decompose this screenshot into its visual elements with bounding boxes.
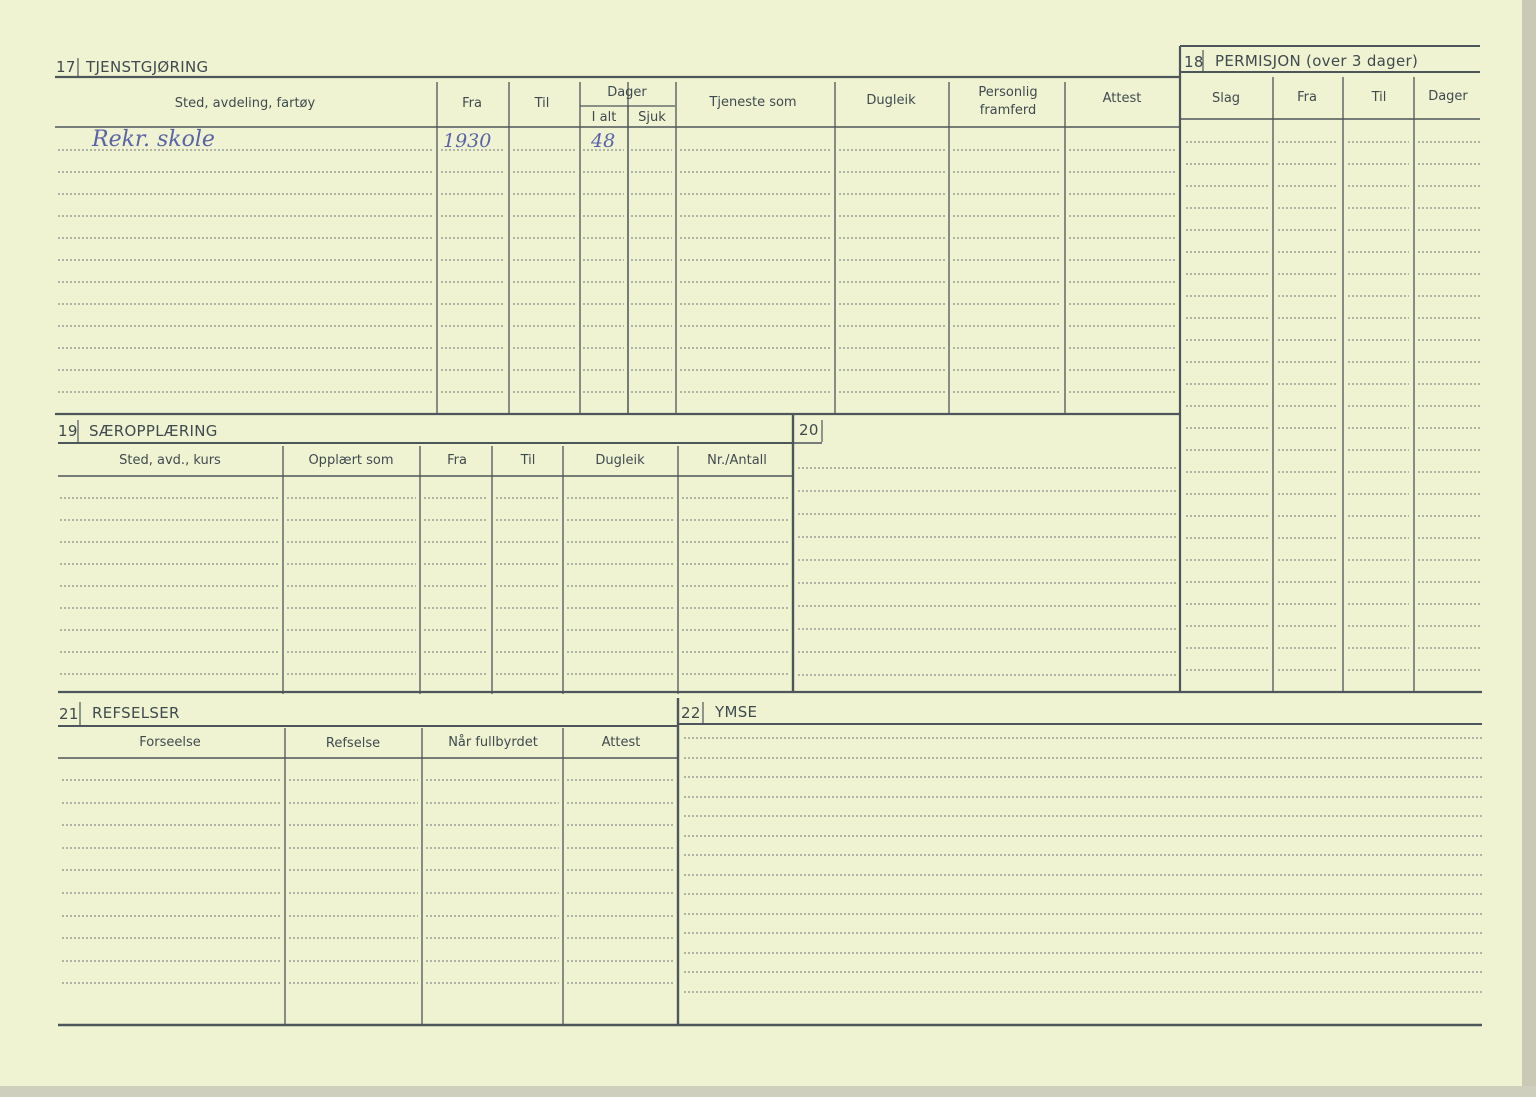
s19-header-til: Til <box>520 453 536 468</box>
s17-header-attest: Attest <box>1102 91 1142 106</box>
s19-header-opplaert: Opplært som <box>308 453 394 468</box>
section-17-title: TJENSTGJØRING <box>86 58 209 76</box>
s17-header-i-alt: I alt <box>591 110 617 125</box>
s21-header-forseelse: Forseelse <box>139 735 201 750</box>
section-20-number: 20 <box>799 421 819 439</box>
entry-fra-handwritten: 1930 <box>443 130 492 152</box>
s17-header-sted: Sted, avdeling, fartøy <box>174 96 316 111</box>
s17-header-tjeneste: Tjeneste som <box>709 95 797 110</box>
section-17-number: 17 <box>56 58 76 76</box>
s19-header-fra: Fra <box>447 453 467 468</box>
s19-header-sted: Sted, avd., kurs <box>119 453 221 468</box>
section-18-title: PERMISJON (over 3 dager) <box>1215 52 1419 70</box>
section-22-number: 22 <box>681 704 701 722</box>
section-18-number: 18 <box>1184 53 1204 71</box>
s21-header-attest: Attest <box>601 735 641 750</box>
s18-header-fra: Fra <box>1297 90 1317 105</box>
entry-i-alt-handwritten: 48 <box>591 130 616 152</box>
s17-header-personlig: Personlig <box>978 85 1038 100</box>
s21-header-naar-fullbyrdet: Når fullbyrdet <box>448 735 538 750</box>
s17-header-fra: Fra <box>462 96 482 111</box>
s18-header-til: Til <box>1371 90 1387 105</box>
s17-header-framferd: framferd <box>979 103 1037 118</box>
section-22-title: YMSE <box>715 703 758 721</box>
s19-header-dugleik: Dugleik <box>595 453 645 468</box>
s17-header-dager: Dager <box>607 85 647 100</box>
s17-header-sjuk: Sjuk <box>638 110 666 125</box>
s18-header-dager: Dager <box>1428 89 1468 104</box>
entry-sted-handwritten: Rekr. skole <box>92 127 215 152</box>
s18-header-slag: Slag <box>1211 91 1241 106</box>
section-19-title: SÆROPPLÆRING <box>89 422 218 440</box>
section-21-title: REFSELSER <box>92 704 180 722</box>
section-19-number: 19 <box>58 422 78 440</box>
s19-header-nr-antall: Nr./Antall <box>707 453 767 468</box>
s21-header-refselse: Refselse <box>325 736 381 751</box>
s17-header-dugleik: Dugleik <box>866 93 916 108</box>
section-21-number: 21 <box>59 705 79 723</box>
s17-header-til: Til <box>534 96 550 111</box>
